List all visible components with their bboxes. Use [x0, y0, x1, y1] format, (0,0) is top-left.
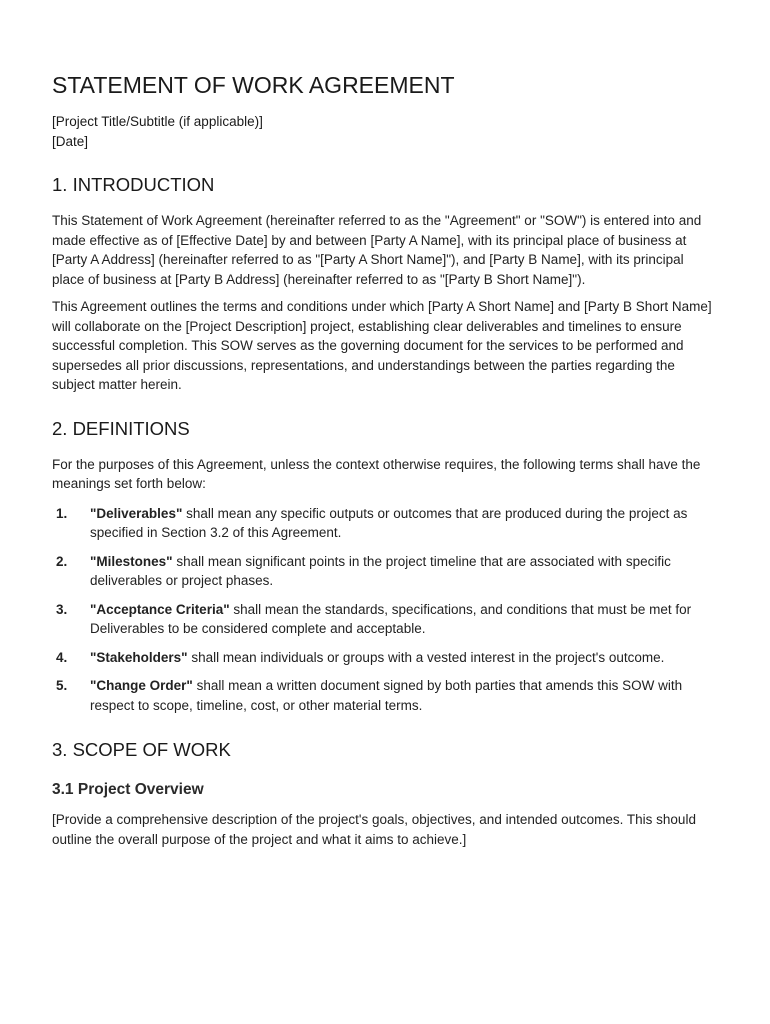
document-meta	[52, 112, 712, 151]
definitions-heading: 2. DEFINITIONS	[52, 417, 190, 439]
definition-text: shall mean individuals or groups with a vested interest in the project's outcome.	[187, 649, 665, 665]
introduction-paragraph-1: This Statement of Work Agreement (hereinafter referred to as the "Agreement" or "SOW") is entered into and made effective as of [Effective Date] by and between [Party A Name], with its principal place of business at [Party A Address] (hereinafter referred to as "[Party A Short Name]"), and [Party B Name], with its principal place of business at [Party B Address] (hereinafter referred to as "[Party B Short Name]").	[52, 213, 702, 287]
introduction-section	[52, 173, 712, 395]
definitions-intro: For the purposes of this Agreement, unless the context otherwise requires, the following terms shall have the meanings set forth below:	[52, 456, 701, 491]
definition-number: 5.	[56, 678, 68, 693]
definition-text: shall mean significant points in the project timeline that are associated with specific deliverables or project phases.	[90, 553, 671, 588]
definition-number: 2.	[56, 553, 68, 569]
definition-term: "Deliverables"	[90, 505, 183, 521]
definition-item	[52, 676, 712, 715]
project-overview-text: [Provide a comprehensive description of the project's goals, objectives, and intended outcomes. This should outline the overall purpose of the project and what it aims to achieve.]	[52, 812, 696, 847]
definition-term: "Acceptance Criteria"	[90, 601, 230, 617]
definition-item	[52, 552, 712, 591]
document-date: [Date]	[52, 133, 89, 149]
definition-text: shall mean the standards, specifications, and conditions that must be met for Deliverables to be considered complete and acceptable.	[90, 601, 692, 636]
introduction-heading: 1. INTRODUCTION	[52, 174, 215, 195]
definition-text: shall mean a written document signed by both parties that amends this SOW with respect to scope, timeline, cost, or other material terms.	[90, 678, 683, 713]
definition-text: shall mean any specific outputs or outcomes that are produced during the project as specified in Section 3.2 of this Agreement.	[90, 505, 688, 540]
scope-section	[52, 738, 712, 849]
definition-item	[52, 600, 712, 639]
definition-number: 1.	[56, 505, 68, 521]
project-overview-heading: 3.1 Project Overview	[52, 781, 204, 798]
definition-item	[52, 504, 712, 543]
definition-item	[52, 648, 712, 668]
definitions-list	[52, 504, 712, 716]
definition-term: "Change Order"	[90, 678, 193, 693]
definition-term: "Milestones"	[90, 553, 173, 569]
definition-number: 3.	[56, 601, 68, 617]
introduction-paragraph-2: This Agreement outlines the terms and conditions under which [Party A Short Name] and [Party B Short Name] will collaborate on the [Project Description] project, establishing clear deliverables and timelines to ensure successful completion. This SOW serves as the governing document for the services to be performed and supersedes all prior discussions, representations, and understandings between the parties regarding the subject matter herein.	[52, 299, 712, 392]
definition-number: 4.	[56, 649, 68, 665]
definition-term: "Stakeholders"	[90, 649, 188, 665]
scope-heading: 3. SCOPE OF WORK	[52, 739, 231, 760]
document-subtitle: [Project Title/Subtitle (if applicable)]	[52, 114, 263, 129]
definitions-section	[52, 417, 712, 716]
document-title: STATEMENT OF WORK AGREEMENT	[52, 72, 455, 98]
